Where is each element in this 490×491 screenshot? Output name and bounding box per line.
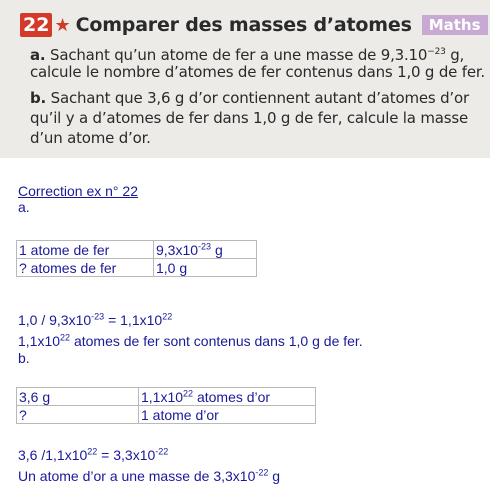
answer-b: Un atome d’or a une masse de $3,3x10^{-22}$ g [18, 467, 281, 484]
question-b-line-1: b. Sachant que 3,6 g d’or contiennent autant d’atomes d’or [30, 89, 469, 107]
part-a-label: a. [18, 199, 30, 215]
question-a-line-2: calcule le nombre d’atomes de fer contenus dans 1,0 g de fer. [30, 63, 486, 81]
subject-tag: Maths [422, 15, 488, 35]
exercise-number-badge: 22 [20, 13, 52, 37]
table-cell: $1,1x10^{22}$ atomes d’or [139, 388, 316, 406]
exercise-title: Comparer des masses d’atomes [75, 14, 412, 36]
question-a-line-1: a. Sachant qu’un atome de fer a une masse de $9,3.10^{-23}$ g, [30, 46, 465, 64]
answer-a: $1,1x10^{22}$ atomes de fer sont contenus dans 1,0 g de fer. [18, 332, 363, 349]
calculation-b: 3,6 $/1,1x10^{22} = 3,3x10^{-22}$ [18, 446, 169, 463]
part-b-label: b. [18, 350, 30, 366]
table-cell: $9,3x10^{-23}$ g [154, 241, 257, 259]
calculation-a: $1,0 / 9,3x10^{-23} = 1,1x10^{22}$ [18, 311, 173, 328]
proportion-table-b [16, 387, 316, 424]
table-row [17, 388, 316, 406]
table-cell: ? atomes de fer [17, 259, 154, 277]
question-b-label: b. [30, 89, 47, 107]
correction-heading[interactable]: Correction ex n° 22 [18, 183, 138, 199]
table-cell: 3,6 g [17, 388, 139, 406]
table-row [17, 259, 257, 277]
table-cell: 1 atome de fer [17, 241, 154, 259]
proportion-table-a [16, 240, 257, 277]
star-icon: ★ [54, 14, 71, 36]
question-b-line-2: qu’il y a d’atomes de fer dans 1,0 g de fer, calcule la masse [30, 109, 468, 127]
question-a-label: a. [30, 46, 46, 64]
table-cell: ? [17, 406, 139, 424]
table-cell: 1,0 g [154, 259, 257, 277]
table-row [17, 406, 316, 424]
table-cell: 1 atome d’or [139, 406, 316, 424]
exercise-header [20, 12, 488, 38]
question-b-line-3: d’un atome d’or. [30, 129, 151, 147]
exercise-scan [0, 0, 490, 158]
table-row [17, 241, 257, 259]
